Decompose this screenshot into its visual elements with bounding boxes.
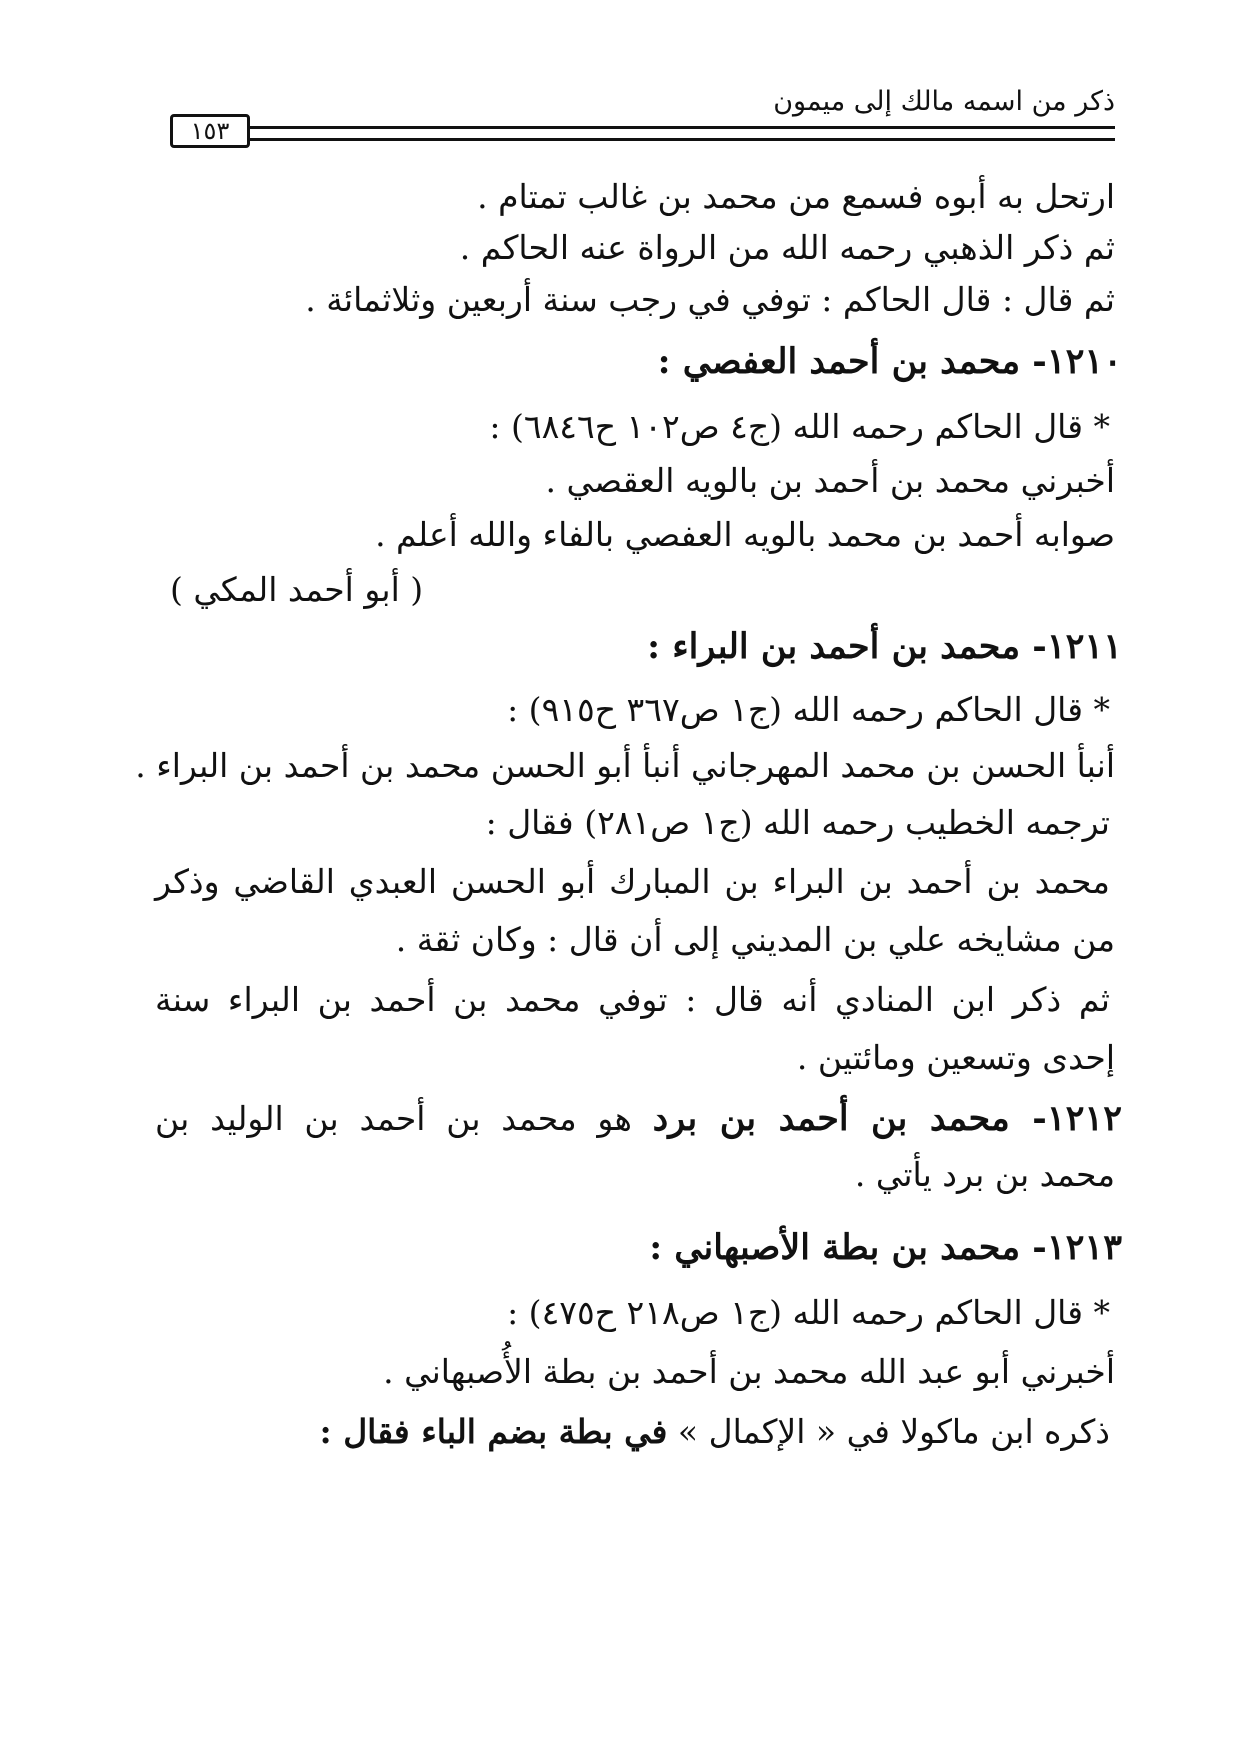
attribution-line: ( أبو أحمد المكي ) [170, 570, 424, 609]
text-line: ثم ذكر الذهبي رحمه الله من الرواة عنه الحاكم . [459, 228, 1115, 267]
text-line-part: ذكره ابن ماكولا في « الإكمال » [677, 1412, 1110, 1451]
entry-1212-text: هو محمد بن أحمد بن الوليد بن [155, 1099, 632, 1138]
entry-heading-1212: ١٢١٢- محمد بن أحمد بن برد [652, 1098, 1122, 1139]
text-line-last [320, 1410, 1110, 1454]
text-line: محمد بن أحمد بن البراء بن المبارك أبو الحسن العبدي القاضي وذكر [155, 862, 1110, 901]
text-line: * قال الحاكم رحمه الله (ج٤ ص١٠٢ ح٦٨٤٦) : [489, 407, 1110, 446]
running-title: ذكر من اسمه مالك إلى ميمون [773, 86, 1115, 117]
text-line: محمد بن برد يأتي . [854, 1155, 1115, 1194]
text-line: ثم قال : قال الحاكم : توفي في رجب سنة أربعين وثلاثمائة . [305, 280, 1115, 319]
text-line: إحدى وتسعين ومائتين . [796, 1038, 1115, 1077]
text-line: ترجمه الخطيب رحمه الله (ج١ ص٢٨١) فقال : [485, 803, 1110, 842]
entry-heading-1213: ١٢١٣- محمد بن بطة الأصبهاني : [649, 1227, 1122, 1268]
header-rule-lower [248, 138, 1115, 141]
text-line: أخبرني أبو عبد الله محمد بن أحمد بن بطة الأُصبهاني . [383, 1352, 1115, 1391]
text-line: صوابه أحمد بن محمد بالويه العفصي بالفاء والله أعلم . [375, 515, 1115, 554]
text-line: * قال الحاكم رحمه الله (ج١ ص٢١٨ ح٤٧٥) : [507, 1293, 1110, 1332]
text-line: أنبأ الحسن بن محمد المهرجاني أنبأ أبو الحسن محمد بن أحمد بن البراء . [135, 746, 1115, 785]
text-line: أخبرني محمد بن أحمد بن بالويه العقصي . [545, 461, 1115, 500]
text-line-part: في بطة بضم الباء فقال : [319, 1412, 668, 1451]
entry-heading-1211: ١٢١١- محمد بن أحمد بن البراء : [647, 626, 1122, 667]
page-number: ١٥٣ [170, 114, 250, 148]
text-line: * قال الحاكم رحمه الله (ج١ ص٣٦٧ ح٩١٥) : [507, 690, 1110, 729]
entry-heading-1210: ١٢١٠- محمد بن أحمد العفصي : [657, 341, 1122, 382]
text-line: ثم ذكر ابن المنادي أنه قال : توفي محمد بن أحمد بن البراء سنة [155, 980, 1110, 1019]
text-line: ارتحل به أبوه فسمع من محمد بن غالب تمتام . [477, 177, 1115, 216]
text-line: من مشايخه علي بن المديني إلى أن قال : وكان ثقة . [395, 920, 1115, 959]
page-header [170, 80, 1115, 152]
entry-1212-line [155, 1097, 1122, 1141]
header-rule-upper [248, 126, 1115, 129]
